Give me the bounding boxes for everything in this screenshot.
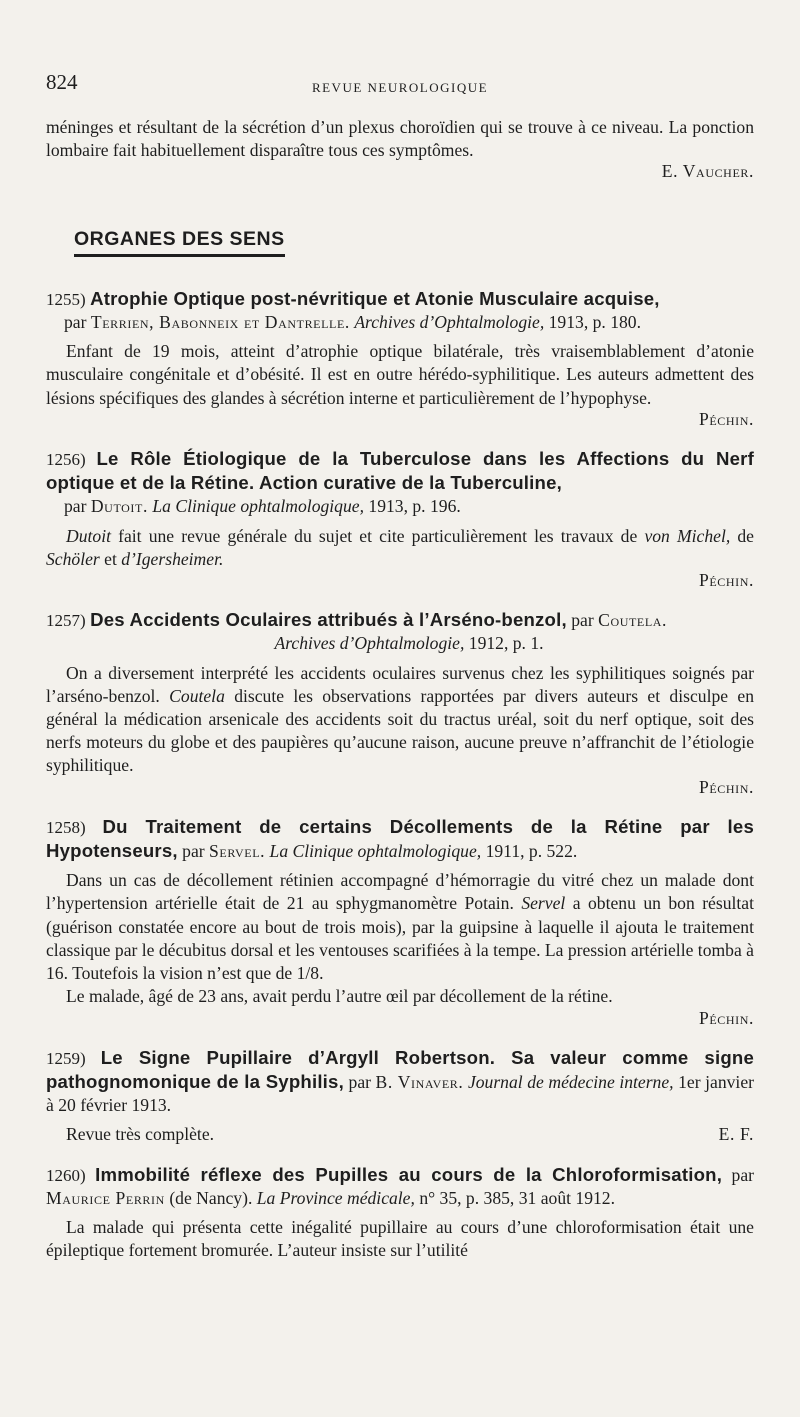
entry-number: 1257) bbox=[46, 611, 86, 631]
entry-place: (de Nancy). bbox=[169, 1187, 253, 1208]
page-number: 824 bbox=[46, 70, 78, 94]
intro-paragraph: méninges et résultant de la sécrétion d’un plexus choroïdien qui se trouve à ce niveau. La ponction lombaire fait habituellement disparaître tous ces symptômes. bbox=[46, 117, 754, 161]
entry-heading bbox=[46, 287, 754, 311]
entry-journal: Archives d’Ophtalmologie, bbox=[274, 633, 465, 654]
entry-title: Immobilité réflexe des Pupilles au cours de la Chloroformisation, bbox=[95, 1163, 723, 1185]
entry-ref: n° 35, p. 385, 31 août 1912. bbox=[419, 1187, 615, 1208]
entry-body: Dans un cas de décollement rétinien accompagné d’hémorragie du vitré chez un malade dont l’hypertension artérielle était de 21 au sphygmanomètre Potain. Servel a obtenu un bon résultat (guérison constatée encore au bout de trois mois), par la guipsine à laquelle il ajouta le traitement classique par le décubitus dorsal et les ventouses scarifiées à la tempe. La pression artérielle tomba à 16. Toutefois la vision n’est que de 1/8. bbox=[46, 870, 754, 984]
entry-reference: par Terrien, Babonneix et Dantrelle. Archives d’Ophtalmologie, 1913, p. 180. bbox=[64, 312, 641, 333]
entry-number: 1260) bbox=[46, 1165, 86, 1185]
entry-authors: Terrien, Babonneix et Dantrelle. bbox=[90, 312, 350, 333]
entry-heading: 1258) Du Traitement de certains Décollements de la Rétine par les Hypotenseurs, par Servel. La Clinique ophtalmologique, 1911, p. 522. bbox=[46, 815, 754, 862]
abstract-entry bbox=[46, 815, 754, 1030]
running-header bbox=[46, 70, 754, 100]
signature: E. Vaucher. bbox=[661, 161, 754, 182]
entry-title: Le Rôle Étiologique de la Tuberculose dans les Affections du Nerf optique et de la Rétine. Action curative de la Tuberculine, bbox=[46, 448, 754, 494]
entry-number: 1255) bbox=[46, 289, 86, 309]
abstract-entry bbox=[46, 1163, 754, 1263]
entry-journal: La Province médicale, bbox=[256, 1187, 415, 1208]
entry-number: 1256) bbox=[46, 450, 86, 470]
entry-ref: 1er janvier à 20 février 1913. bbox=[46, 1071, 754, 1116]
signature: Péchin. bbox=[698, 776, 754, 797]
entry-authors: B. Vinaver. bbox=[375, 1071, 464, 1092]
entry-heading: 1259) Le Signe Pupillaire d’Argyll Robertson. Sa valeur comme signe pathognomonique de la Syphilis, par B. Vinaver. Journal de médecine interne, 1er janvier à 20 février 1913. bbox=[46, 1046, 754, 1116]
signature: Péchin. bbox=[698, 1007, 754, 1028]
entry-journal: La Clinique ophtalmologique, bbox=[269, 841, 482, 862]
entry-body: Enfant de 19 mois, atteint d’atrophie optique bilatérale, très vraisemblablement d’atonie musculaire congénitale et d’obésité. Il est en outre hérédo-syphilitique. Les auteurs admettent des lésions spécifiques des glandes à sécrétion interne et particulièrement de l’hypophyse. bbox=[46, 341, 754, 408]
section-title: ORGANES DES SENS bbox=[74, 228, 285, 257]
entry-number: 1259) bbox=[46, 1048, 86, 1068]
entry-authors: Coutela. bbox=[598, 610, 668, 631]
entry-ref: 1913, p. 196. bbox=[368, 496, 461, 517]
entry-ref: 1911, p. 522. bbox=[485, 841, 578, 862]
page-content bbox=[46, 116, 754, 1262]
entry-title: Du Traitement de certains Décollements de la Rétine par les Hypotenseurs, bbox=[46, 815, 754, 862]
entry-journal: Journal de médecine interne, bbox=[467, 1071, 674, 1092]
entry-title: Atrophie Optique post-névritique et Atonie Musculaire acquise, bbox=[90, 287, 660, 309]
signature: Péchin. bbox=[698, 570, 754, 591]
entry-heading: 1257) Des Accidents Oculaires attribués à l’Arséno-benzol, par Coutela. bbox=[46, 609, 668, 631]
entry-authors: Dutoit. bbox=[90, 496, 148, 517]
abstract-entry bbox=[46, 447, 754, 592]
entry-body: Revue très complète. bbox=[66, 1124, 215, 1145]
entry-title: Le Signe Pupillaire d’Argyll Robertson. Sa valeur comme signe pathognomonique de la Syphilis, bbox=[46, 1046, 754, 1092]
abstract-entry bbox=[46, 608, 754, 799]
entry-authors: Maurice Perrin bbox=[46, 1187, 165, 1208]
entry-reference: par Dutoit. La Clinique ophtalmologique, 1913, p. 196. bbox=[64, 496, 461, 517]
entry-ref: 1913, p. 180. bbox=[548, 312, 641, 333]
entry-number: 1258) bbox=[46, 817, 86, 837]
signature: Péchin. bbox=[698, 408, 754, 429]
entry-title: Des Accidents Oculaires attribués à l’Arséno-benzol, bbox=[90, 609, 567, 631]
entry-body-row bbox=[46, 1123, 754, 1146]
entry-journal: La Clinique ophtalmologique, bbox=[152, 496, 364, 517]
entry-body: On a diversement interprété les accidents oculaires survenus chez les syphilitiques soignés par l’arséno-benzol. Coutela discute les observations rapportées par divers auteurs et disculpe en général la médication arsenicale des accidents soit du tractus uréal, soit du nerf optique, soit des nerfs moteurs du globe et des paupières qu’aucune raison, aucune preuve n’affranchit de l’étiologie syphilitique. bbox=[46, 662, 755, 776]
abstract-entry bbox=[46, 1046, 754, 1147]
entry-body: La malade qui présenta cette inégalité pupillaire au cours d’une chloroformisation était une épileptique fortement bromurée. L’auteur insiste sur l’utilité bbox=[46, 1216, 754, 1261]
entry-body: Dutoit fait une revue générale du sujet et cite particulièrement les travaux de von Michel, de Schöler et d’Igersheimer. bbox=[46, 525, 754, 569]
signature: E. F. bbox=[718, 1124, 754, 1145]
entry-heading: 1260) Immobilité réflexe des Pupilles au cours de la Chloroformisation, par Maurice Perrin (de Nancy). La Province médicale, n° 35, p. 385, 31 août 1912. bbox=[46, 1163, 754, 1208]
entry-body: Le malade, âgé de 23 ans, avait perdu l’autre œil par décollement de la rétine. bbox=[66, 986, 613, 1007]
abstract-entry bbox=[46, 287, 754, 431]
entry-reference bbox=[46, 632, 754, 655]
entry-heading bbox=[46, 447, 754, 495]
entry-ref: 1912, p. 1. bbox=[468, 633, 544, 654]
entry-authors: Servel. bbox=[209, 841, 266, 862]
journal-header: REVUE NEUROLOGIQUE bbox=[311, 80, 489, 95]
entry-journal: Archives d’Ophtalmologie, bbox=[354, 312, 545, 333]
